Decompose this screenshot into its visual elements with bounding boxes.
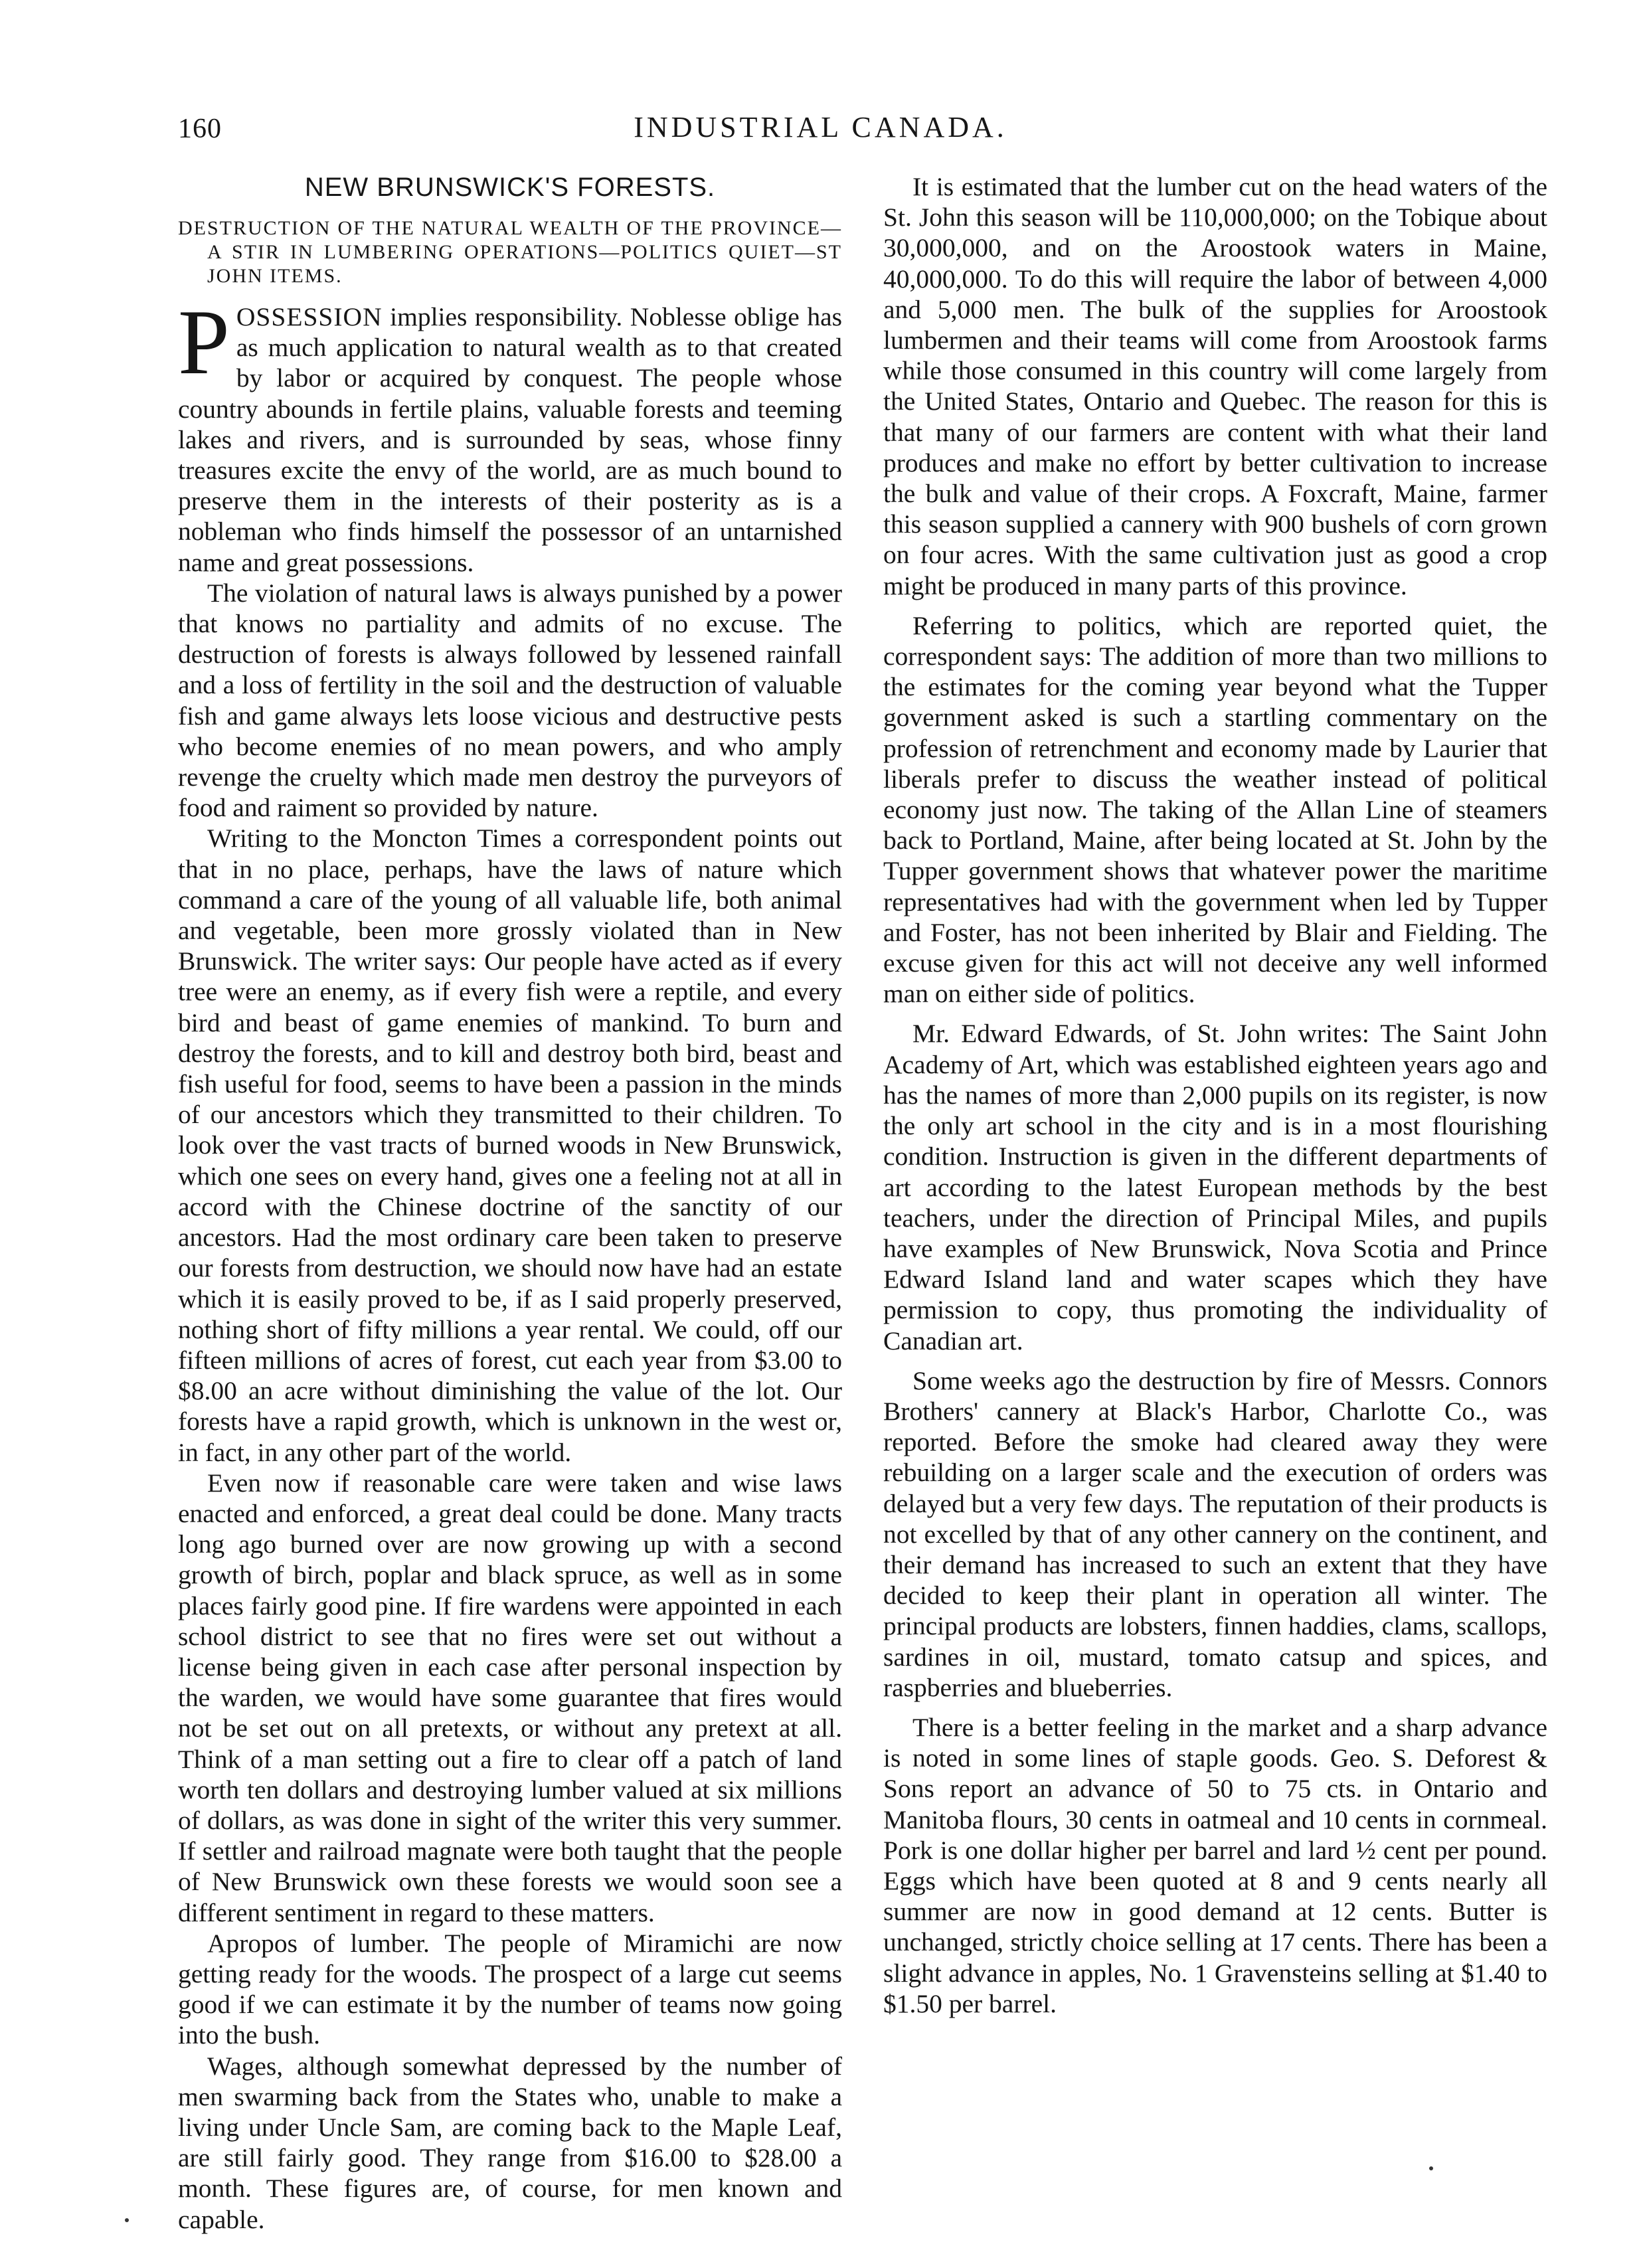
right-column <box>883 171 1547 2019</box>
paragraph-7: It is estimated that the lumber cut on the head waters of the St. John this season will be 110,000,000; on the Tobique about 30,000,000, and on the Aroostook waters in Maine, 40,000,000. To do this will require the labor of between 4,000 and 5,000 men. The bulk of the supplies for Aroostook lumbermen and their teams will come from Aroostook farms while those consumed in this country will come largely from the United States, Ontario and Quebec. The reason for this is that many of our farmers are content with what their land produces and make no effort by better cultivation to increase the bulk and value of their crops. A Foxcraft, Maine, farmer this season supplied a cannery with 900 bushels of corn grown on four acres. With the same cultivation just as good a crop might be produced in many parts of this province. <box>883 172 1547 600</box>
lead-caps: OSSESSION <box>236 302 383 331</box>
page-number: 160 <box>178 114 222 144</box>
article-deck: DESTRUCTION OF THE NATURAL WEALTH OF THE PROVINCE—A STIR IN LUMBERING OPERATIONS—POLITICS QUIET—ST JOHN ITEMS. <box>178 217 842 287</box>
paragraph-11: There is a better feeling in the market and a sharp advance is noted in some lines of staple goods. Geo. S. Deforest & Sons report an advance of 50 to 75 cts. in Ontario and Manitoba flours, 30 cents in oatmeal and 10 cents in cornmeal. Pork is one dollar higher per barrel and lard ½ cent per pound. Eggs which have been quoted at 8 and 9 cents nearly all summer are now in good demand at 12 cents. Butter is unchanged, strictly choice selling at 17 cents. There has been a slight advance in apples, No. 1 Gravensteins selling at $1.40 to $1.50 per barrel. <box>883 1712 1547 2018</box>
article-title: NEW BRUNSWICK'S FORESTS. <box>304 173 716 202</box>
paragraph-6: Wages, although somewhat depressed by the number of men swarming back from the States who, unable to make a living under Uncle Sam, are coming back to the Maple Leaf, are still fairly good. They range from $16.00 to $28.00 a month. These figures are, of course, for men known and capable. <box>178 2051 842 2234</box>
paragraph-4: Even now if reasonable care were taken and wise laws enacted and enforced, a great deal could be done. Many tracts long ago burned over are now growing up with a second growth of birch, poplar and black spruce, as well as in some places fairly good pine. If fire wardens were appointed in each school district to see that no fires were set out without a license being given in each case after personal inspection by the warden, we would have some guarantee that fires would not be set out on all pretexts, or without any pretext at all. Think of a man setting out a fire to clear off a patch of land worth ten dollars and destroying lumber valued at six millions of dollars, as was done in sight of the writer this very summer. If settler and railroad magnate were both taught that the people of New Brunswick own these forests we would soon see a different sentiment in regard to these matters. <box>178 1468 842 1927</box>
paragraph-5: Apropos of lumber. The people of Miramichi are now getting ready for the woods. The prospect of a large cut seems good if we can estimate it by the number of teams now going into the bush. <box>178 1928 842 2050</box>
left-column <box>178 171 842 2235</box>
paragraph-9: Mr. Edward Edwards, of St. John writes: The Saint John Academy of Art, which was established eighteen years ago and has the names of more than 2,000 pupils on its register, is now the only art school in the city and is in a most flourishing condition. Instruction is given in the different departments of art according to the latest European methods by the best teachers, under the direction of Principal Miles, and pupils have examples of New Brunswick, Nova Scotia and Prince Edward Island land and water scapes which they have permission to copy, thus promoting the individuality of Canadian art. <box>883 1019 1547 1355</box>
paragraph-2: The violation of natural laws is always punished by a power that knows no partiality and admits of no excuse. The destruction of forests is always followed by lessened rainfall and a loss of fertility in the soil and the destruction of valuable fish and game always lets loose vicious and destructive pests who become enemies of no mean powers, and who amply revenge the cruelty which made men destroy the purveyors of food and raiment so provided by nature. <box>178 578 842 823</box>
paragraph-3: Writing to the Moncton Times a correspondent points out that in no place, perhaps, have the laws of nature which command a care of the young of all valuable life, both animal and vegetable, been more grossly violated than in New Brunswick. The writer says: Our people have acted as if every tree were an enemy, as if every fish were a reptile, and every bird and beast of game enemies of mankind. To burn and destroy the forests, and to kill and destroy both bird, beast and fish useful for food, seems to have been a passion in the minds of our ancestors which they transmitted to their children. To look over the vast tracts of burned woods in New Brunswick, which one sees on every hand, gives one a feeling not at all in accord with the Chinese doctrine of the sanctity of our ancestors. Had the most ordinary care been taken to preserve our forests from destruction, we should now have had an estate which it is easily proved to be, if as I said properly preserved, nothing short of fifty millions a year rental. We could, off our fifteen millions of acres of forest, cut each year from $3.00 to $8.00 an acre without diminishing the value of the lot. Our forests have a rapid growth, which is unknown in the west or, in fact, in any other part of the world. <box>178 824 842 1467</box>
print-speck <box>1429 2166 1433 2170</box>
paragraph-10: Some weeks ago the destruction by fire of Messrs. Connors Brothers' cannery at Black's Harbor, Charlotte Co., was reported. Before the smoke had cleared away they were rebuilding on a larger scale and the execution of orders was delayed but a very few days. The reputation of their products is not excelled by that of any other cannery on the continent, and their demand has increased to such an extent that they have decided to keep their plant in operation all winter. The principal products are lobsters, finnen haddies, clams, scallops, sardines in oil, mustard, tomato catsup and spices, and raspberries and blueberries. <box>883 1365 1547 1702</box>
print-speck <box>125 2218 129 2222</box>
running-title: INDUSTRIAL CANADA. <box>634 111 1007 143</box>
drop-cap: P <box>178 291 230 394</box>
paragraph-8: Referring to politics, which are reported quiet, the correspondent says: The addition of more than two millions to the estimates for the coming year beyond what the Tupper government asked is such a startling commentary on the profession of retrenchment and economy made by Laurier that liberals prefer to discuss the weather instead of political economy just now. The taking of the Allan Line of steamers back to Portland, Maine, after being located at St. John by the Tupper government shows that whatever power the maritime representatives had with the government when led by Tupper and Foster, has not been inherited by Blair and Fielding. The excuse given for this act will not deceive any well informed man on either side of politics. <box>883 610 1547 1009</box>
paragraph-1-text: implies responsibility. Noblesse oblige has as much application to natural wealth as to that created by labor or acquired by conquest. The people whose country abounds in fertile plains, valuable forests and teeming lakes and rivers, and is surrounded by seas, whose finny treasures excite the envy of the world, are as much bound to preserve them in the interests of their posterity as is a nobleman who finds himself the possessor of an untarnished name and great possessions. <box>178 302 842 577</box>
paragraph-1 <box>178 291 842 578</box>
